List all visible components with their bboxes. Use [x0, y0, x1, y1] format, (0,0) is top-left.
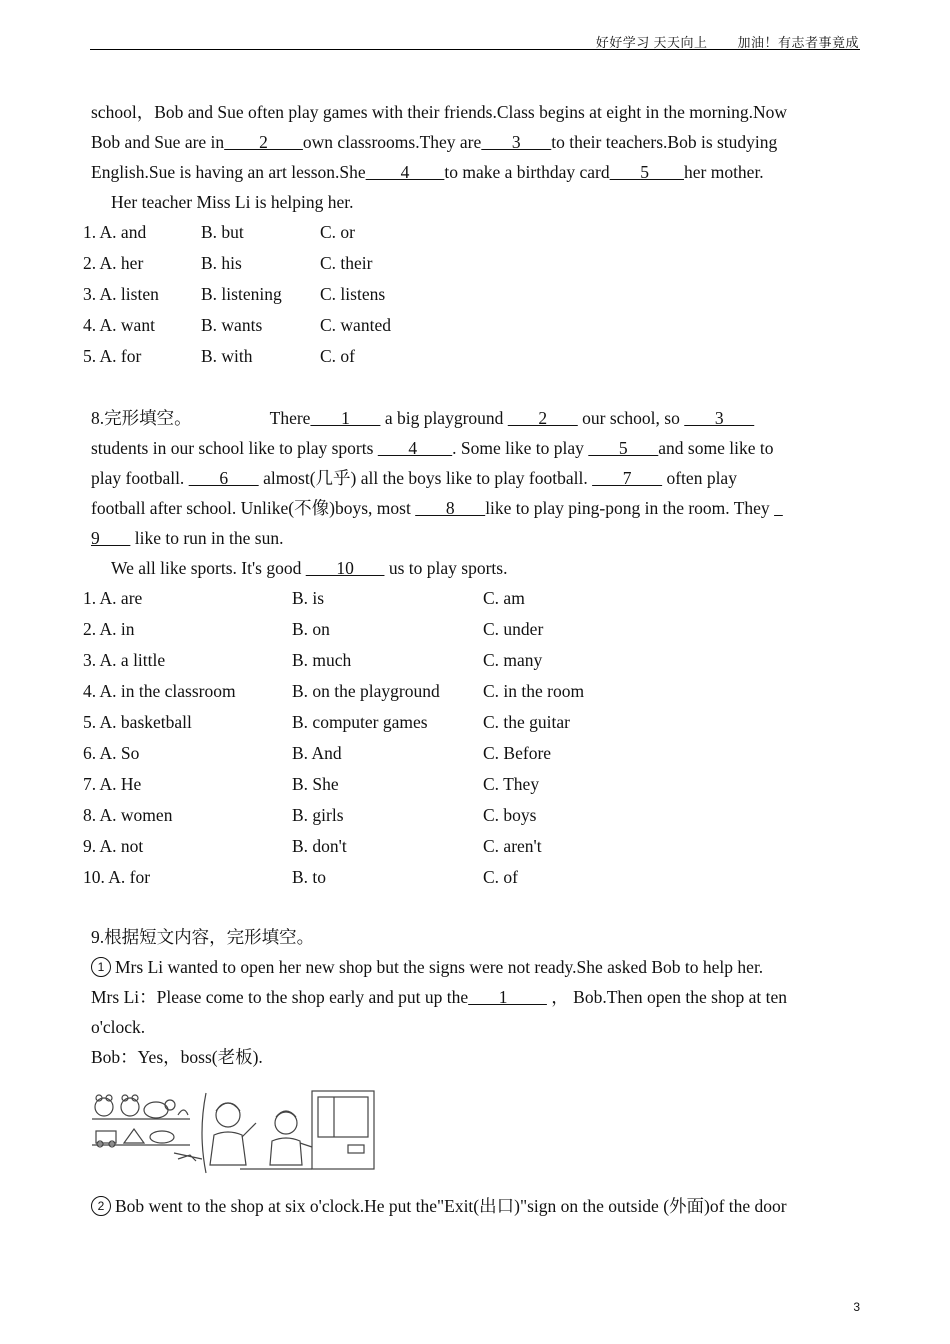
q7-line-1: school，Bob and Sue often play games with their friends.Class begins at eight in the morning.Now — [91, 102, 788, 122]
q7-line-4: Her teacher Miss Li is helping her. — [111, 192, 354, 212]
circled-number-2: 2 — [91, 1196, 111, 1216]
q9-line-4: o'clock. — [91, 1017, 146, 1037]
blank-1[interactable]: 1 — [310, 408, 381, 428]
blank-5[interactable]: 5 — [588, 438, 659, 458]
q9-line-7: 2 Bob went to the shop at six o'clock.He put the"Exit(出口)"sign on the outside (外面)of the door — [91, 1191, 861, 1221]
q8-line-5: 9 like to run in the sun. — [91, 528, 284, 548]
shop-illustration — [90, 1085, 380, 1177]
blank-8[interactable]: 8 — [415, 498, 486, 518]
blank-3[interactable]: 3 — [684, 408, 755, 428]
q7-line-3: English.Sue is having an art lesson.She 4 to make a birthday card 5 her mother. — [91, 162, 764, 182]
blank-4[interactable]: 4 — [365, 162, 445, 182]
q8-line-2: students in our school like to play sports 4 . Some like to play 5 and some like to — [91, 438, 774, 458]
q9-title: 9.根据短文内容，完形填空。 — [91, 927, 315, 947]
blank-1[interactable]: 1 — [468, 987, 547, 1007]
blank-5[interactable]: 5 — [609, 162, 684, 182]
blank-3[interactable]: 3 — [481, 132, 552, 152]
q9-line-2: 1 Mrs Li wanted to open her new shop but the signs were not ready.She asked Bob to help her. — [91, 952, 861, 982]
blank-9[interactable]: 9 — [91, 528, 131, 548]
blank-10[interactable]: 10 — [305, 558, 385, 578]
q9-line-5: Bob：Yes，boss(老板). — [91, 1047, 263, 1067]
circled-number-1: 1 — [91, 957, 111, 977]
blank-4[interactable]: 4 — [377, 438, 453, 458]
page-number: 3 — [853, 1300, 860, 1314]
header-divider — [90, 49, 860, 50]
blank-2[interactable]: 2 — [507, 408, 578, 428]
q8-line-3: play football. 6 almost(几乎) all the boys like to play football. 7 often play — [91, 468, 737, 488]
blank-7[interactable]: 7 — [592, 468, 663, 488]
blank-2[interactable]: 2 — [224, 132, 303, 152]
header-motto: 好好学习 天天向上 加油！有志者事竟成 — [595, 35, 859, 50]
q8-line-1: 8.完形填空。 There 1 a big playground 2 our school, so 3 — [91, 408, 755, 428]
blank-6[interactable]: 6 — [188, 468, 259, 488]
q8-line-4: football after school. Unlike(不像)boys, most 8 like to play ping-pong in the room. They — [91, 493, 861, 523]
q8-line-6: We all like sports. It's good 10 us to play sports. — [111, 558, 508, 578]
q9-line-3: Mrs Li：Please come to the shop early and put up the 1 ， Bob.Then open the shop at ten — [91, 987, 787, 1007]
q7-line-2: Bob and Sue are in 2 own classrooms.They are 3 to their teachers.Bob is studying — [91, 132, 778, 152]
blank-9-start[interactable] — [774, 498, 783, 518]
q8-title: 8.完形填空。 — [91, 408, 192, 428]
